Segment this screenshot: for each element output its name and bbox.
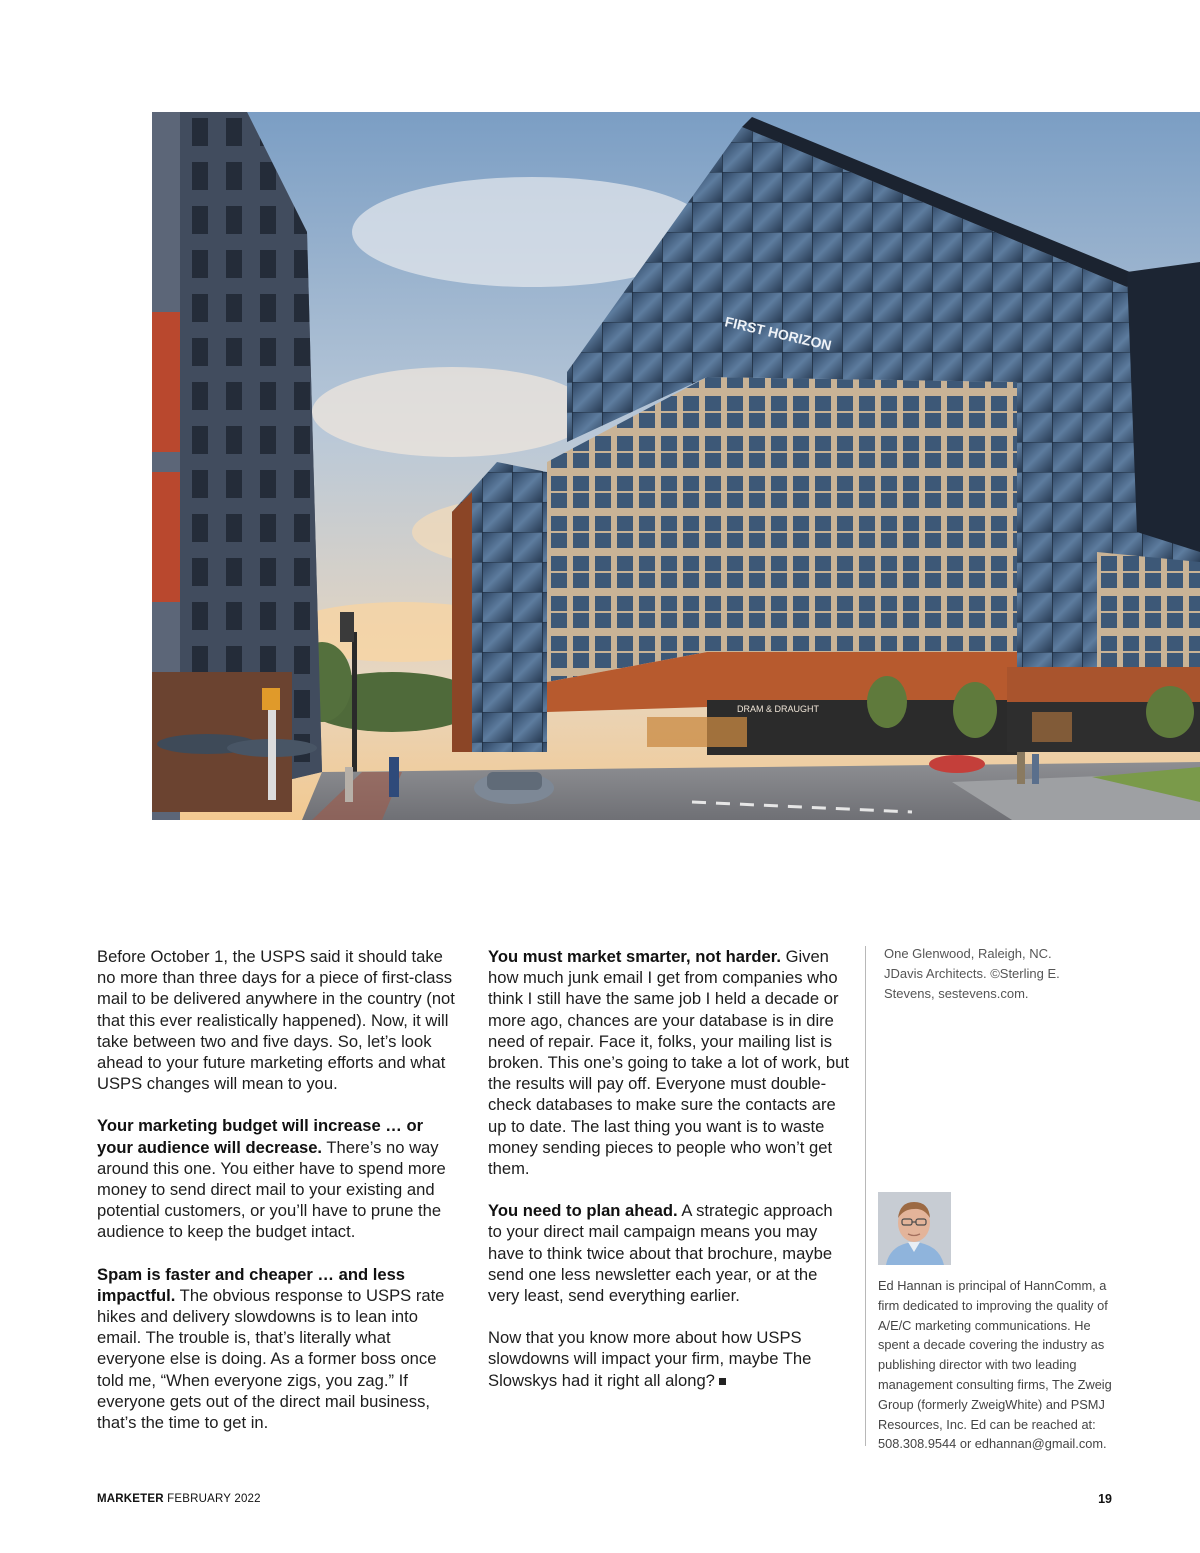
sidebar-divider	[865, 946, 866, 1446]
budget-lead: Your marketing budget will increase … or your audience will decrease.	[97, 1116, 424, 1157]
storefront-sign: DRAM & DRAUGHT	[737, 704, 820, 714]
end-mark-icon	[719, 1378, 726, 1385]
page-number: 19	[1098, 1492, 1112, 1506]
paragraph-plan-ahead	[488, 1200, 850, 1306]
paragraph-budget	[97, 1115, 462, 1242]
paragraph-market-smarter	[488, 946, 850, 1179]
plan-ahead-lead: You need to plan ahead.	[488, 1201, 678, 1221]
market-smarter-lead: You must market smarter, not harder.	[488, 947, 781, 966]
building-photo-illustration	[152, 112, 1200, 820]
first-horizon-sign: FIRST HORIZON	[723, 313, 834, 354]
article-photo	[152, 112, 1200, 820]
plan-ahead-body: A strategic approach to your direct mail campaign means you may have to think twice about that brochure, maybe send one less newsletter each year, or at the very least, send everything earlier.	[488, 1201, 833, 1306]
paragraph-conclusion	[488, 1327, 850, 1391]
paragraph-spam	[97, 1264, 462, 1434]
footer-publication	[97, 1493, 261, 1505]
article-column-2	[488, 946, 850, 1412]
footer-brand: MARKETER	[97, 1493, 164, 1505]
spam-lead: Spam is faster and cheaper … and less impactful.	[97, 1264, 406, 1305]
intro-text: Before October 1, the USPS said it should take no more than three days for a piece of first-class mail to be delivered anywhere in the country (not that this ever realistically happened). Now, it will take between two and five days. So, let’s look ahead to your future marketing efforts and what USPS changes will mean to you.	[97, 947, 455, 1094]
author-portrait	[878, 1192, 951, 1265]
budget-body: There’s no way around this one. You either have to spend more money to send direct mail to your existing and potential customers, or you’ll have to prune the audience to keep the budget intact.	[97, 1137, 446, 1242]
conclusion-text: Now that you know more about how USPS slowdowns will impact your firm, maybe The Slowskys had it right all along?	[488, 1328, 812, 1390]
spam-body: The obvious response to USPS rate hikes and delivery slowdowns is to lean into email. The trouble is, that’s literally what everyone else is doing. As a former boss once told me, “When everyone zigs, you zag.” If everyone gets out of the direct mail business, that’s the time to get in.	[97, 1285, 445, 1433]
author-bio: Ed Hannan is principal of HannComm, a firm dedicated to improving the quality of A/E/C marketing communications. He spent a decade covering the industry as publishing director with two leading management consulting firms, The Zweig Group (formerly ZweigWhite) and PSMJ Resources, Inc. Ed can be reached at: 508.308.9544 or edhannan@gmail.com.	[878, 1278, 1112, 1452]
market-smarter-body: Given how much junk email I get from companies who think I still have the same job I held a decade or more ago, chances are your database is in dire need of repair. Face it, folks, your mailing list is broken. This one’s going to take a lot of work, but the results will pay off. Everyone must double-check databases to make sure the contacts are up to date. The last thing you want is to waste money sending pieces to people who won’t get them.	[488, 947, 849, 1179]
footer-issue: FEBRUARY 2022	[163, 1493, 261, 1505]
article-column-1	[97, 946, 462, 1454]
photo-caption: One Glenwood, Raleigh, NC. JDavis Architects. ©Sterling E. Stevens, sestevens.com.	[884, 946, 1060, 1001]
paragraph-intro	[97, 946, 462, 1094]
author-photo-icon	[878, 1192, 951, 1265]
